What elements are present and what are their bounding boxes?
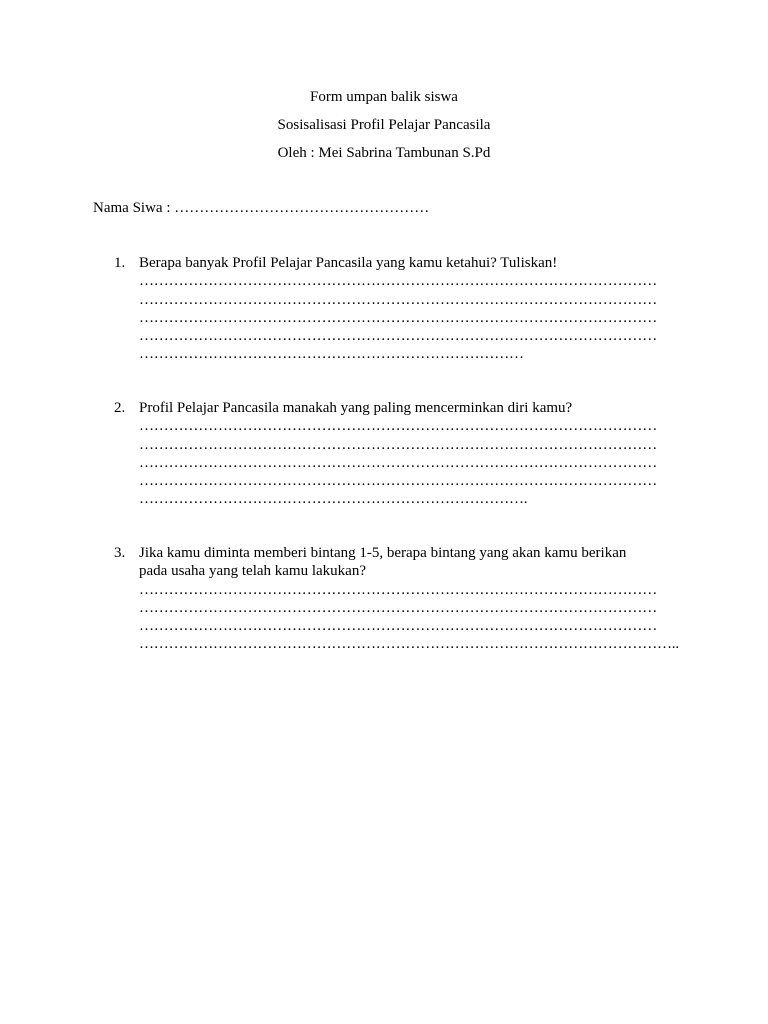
- answer-line[interactable]: ……………………………………………………………………………………………: [139, 309, 658, 326]
- question-body: [139, 254, 714, 364]
- form-title: Form umpan balik siswa: [310, 89, 458, 105]
- question-text: pada usaha yang telah kamu lakukan?: [139, 563, 366, 580]
- question-number: 1.: [114, 255, 126, 271]
- answer-line[interactable]: ………………………………………………………………………………………………..: [139, 636, 679, 653]
- answer-line[interactable]: ……………………………………………………………………………………………: [139, 599, 658, 616]
- answer-line[interactable]: ……………………………………………………………………………………………: [139, 581, 658, 598]
- answer-line[interactable]: ……………………………………………………………………: [139, 346, 524, 363]
- question-number: 3.: [114, 545, 126, 561]
- question-text: Berapa banyak Profil Pelajar Pancasila yang kamu ketahui? Tuliskan!: [139, 255, 558, 271]
- question-text: Jika kamu diminta memberi bintang 1-5, berapa bintang yang akan kamu berikan: [139, 545, 627, 561]
- question-text: Profil Pelajar Pancasila manakah yang paling mencerminkan diri kamu?: [139, 400, 573, 416]
- question-body: [139, 544, 714, 654]
- question-number: 2.: [114, 400, 126, 416]
- answer-line[interactable]: ……………………………………………………………………………………………: [139, 436, 658, 453]
- answer-line[interactable]: ……………………………………………………………………………………………: [139, 454, 658, 471]
- answer-line[interactable]: …………………………………………………………………….: [139, 491, 528, 508]
- answer-line[interactable]: ……………………………………………………………………………………………: [139, 418, 658, 435]
- answer-line[interactable]: ……………………………………………………………………………………………: [139, 291, 658, 308]
- form-subtitle: Sosisalisasi Profil Pelajar Pancasila: [277, 117, 491, 133]
- answer-line[interactable]: ……………………………………………………………………………………………: [139, 328, 658, 345]
- answer-line[interactable]: ……………………………………………………………………………………………: [139, 273, 658, 290]
- student-name-field[interactable]: Nama Siwa : ……………………………………………: [93, 200, 430, 216]
- question-body: [139, 399, 714, 509]
- answer-line[interactable]: ……………………………………………………………………………………………: [139, 473, 658, 490]
- form-author: Oleh : Mei Sabrina Tambunan S.Pd: [277, 145, 491, 161]
- answer-line[interactable]: ……………………………………………………………………………………………: [139, 618, 658, 635]
